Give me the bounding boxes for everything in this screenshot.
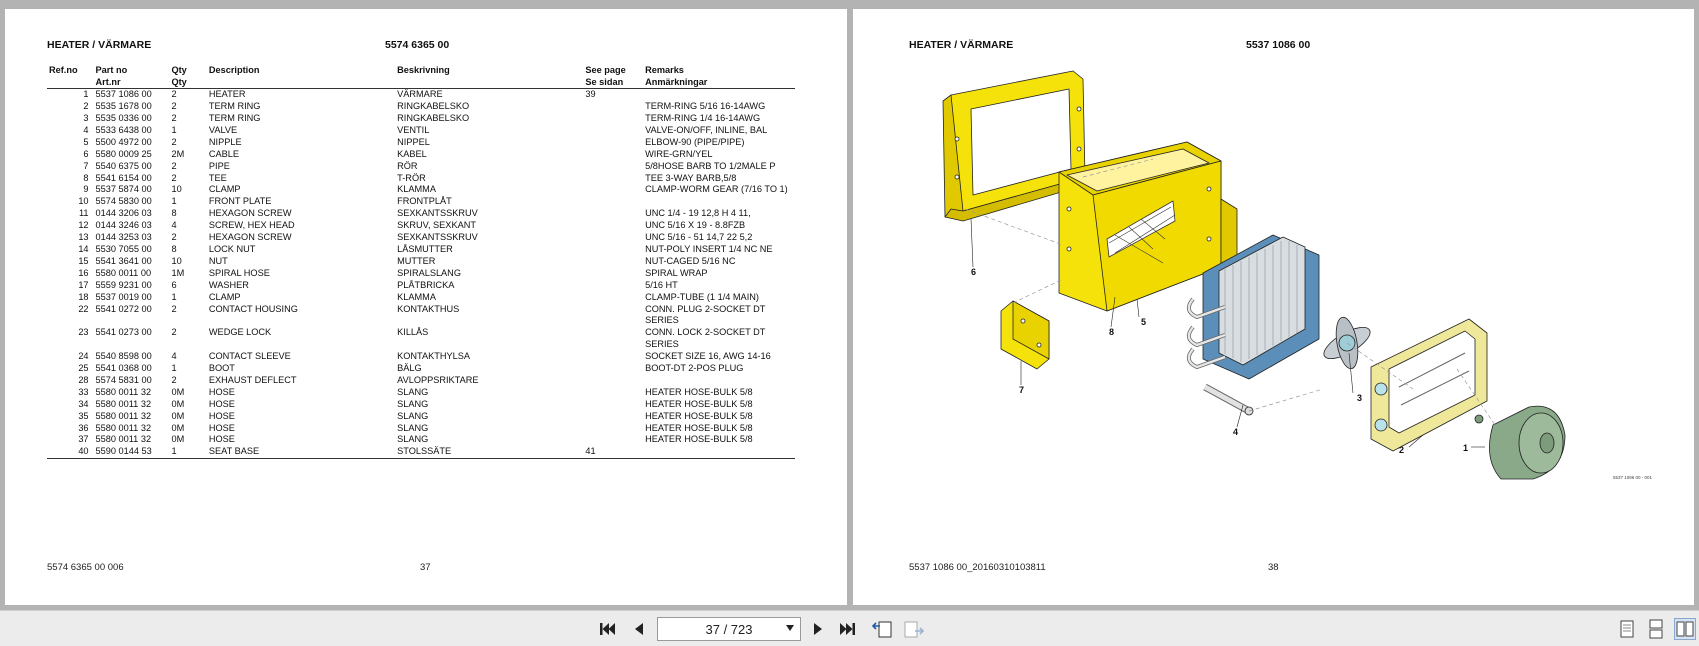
cell-ref-no: 23	[78, 327, 89, 338]
right-footer-code: 5537 1086 00_20160310103811	[909, 562, 1046, 573]
cell-see-page	[583, 161, 643, 173]
cell-remarks: UNC 5/16 X 19 - 8.8FZB	[645, 220, 746, 231]
cell-part-no: 5537 0019 00	[95, 291, 152, 302]
cell-remarks: TERM-RING 5/16 16-14AWG	[645, 101, 766, 112]
cell-qty: 1	[169, 446, 206, 458]
cell-qty: 0M	[171, 398, 185, 409]
cell-qty: 2	[171, 232, 177, 243]
table-row	[47, 113, 795, 125]
cell-beskrivning: BÄLG	[397, 363, 422, 374]
part-motor	[1475, 406, 1565, 479]
cell-remarks	[643, 196, 795, 208]
table-row	[47, 208, 795, 220]
cell-description: VALVE	[208, 124, 238, 135]
cell-ref-no: 13	[78, 232, 89, 243]
cell-ref-no: 25	[78, 363, 89, 374]
cell-description: FRONT PLATE	[208, 196, 272, 207]
cell-part-no: 5541 0368 00	[95, 363, 152, 374]
cell-beskrivning: T-RÖR	[397, 172, 426, 183]
cell-remarks: SOCKET SIZE 16, AWG 14-16	[645, 351, 771, 362]
previous-page-icon[interactable]	[627, 618, 649, 640]
cell-qty: 2	[171, 89, 177, 100]
cell-ref-no: 35	[78, 410, 89, 421]
table-row	[47, 327, 795, 351]
cell-part-no: 5537 5874 00	[95, 184, 152, 195]
cell-beskrivning: MUTTER	[397, 255, 436, 266]
cell-remarks: WIRE-GRN/YEL	[645, 148, 713, 159]
continuous-view-icon[interactable]	[1645, 618, 1667, 640]
cell-beskrivning: KONTAKTHUS	[397, 303, 460, 314]
cell-part-no: 5530 7055 00	[95, 243, 152, 254]
table-row	[47, 446, 795, 458]
cell-part-no: 0144 3206 03	[95, 208, 152, 219]
callout-4: 4	[1233, 427, 1239, 437]
cell-see-page	[583, 256, 643, 268]
cell-remarks: TEE 3-WAY BARB,5/8	[645, 172, 737, 183]
cell-ref-no: 9	[83, 184, 89, 195]
chevron-down-icon[interactable]	[786, 625, 794, 631]
cell-qty: 0M	[171, 386, 185, 397]
cell-remarks: VALVE-ON/OFF, INLINE, BAL	[645, 124, 768, 135]
cell-part-no: 5574 5831 00	[95, 374, 152, 385]
cell-see-page	[583, 399, 643, 411]
cell-ref-no: 14	[78, 243, 89, 254]
cell-see-page	[583, 327, 643, 351]
cell-beskrivning: RINGKABELSKO	[397, 101, 470, 112]
cell-see-page	[583, 113, 643, 125]
cell-qty: 2	[171, 113, 177, 123]
cell-part-no: 5533 6438 00	[95, 124, 152, 135]
cell-ref-no: 6	[83, 148, 89, 159]
parts-table	[47, 65, 795, 459]
col-beskrivning: Beskrivning	[395, 65, 583, 89]
callout-6: 6	[971, 267, 977, 277]
cell-remarks: HEATER HOSE-BULK 5/8	[645, 386, 753, 397]
cell-part-no: 5541 0272 00	[95, 303, 152, 314]
table-row	[47, 351, 795, 363]
cell-ref-no: 33	[78, 386, 89, 397]
cell-remarks: BOOT-DT 2-POS PLUG	[645, 363, 744, 374]
cell-ref-no: 37	[78, 434, 89, 445]
cell-see-page: 41	[583, 446, 643, 458]
last-page-icon[interactable]	[837, 618, 859, 640]
part-valve	[1205, 387, 1253, 415]
cell-part-no: 5580 0011 32	[95, 422, 152, 433]
cell-see-page	[583, 220, 643, 232]
cell-qty: 4	[171, 351, 177, 362]
cell-ref-no: 5	[83, 136, 89, 147]
cell-beskrivning: FRONTPLÅT	[397, 196, 452, 207]
cell-see-page	[583, 292, 643, 304]
cell-description: SPIRAL HOSE	[208, 267, 270, 278]
cell-ref-no: 2	[83, 101, 89, 112]
cell-remarks: NUT-CAGED 5/16 NC	[645, 255, 736, 266]
cell-qty: 2	[171, 327, 177, 338]
cell-beskrivning: STOLSSÄTE	[395, 446, 583, 458]
cell-ref-no: 16	[78, 267, 89, 278]
cell-ref-no: 34	[78, 398, 89, 409]
cell-ref-no: 28	[78, 374, 89, 385]
parts-table-header	[47, 65, 795, 89]
table-row	[47, 137, 795, 149]
col-see-page: See page Se sidan	[583, 65, 643, 89]
cell-see-page	[583, 434, 643, 446]
cell-description: HEXAGON SCREW	[208, 208, 292, 219]
cell-description: HEATER	[208, 89, 246, 100]
callout-3: 3	[1357, 393, 1363, 403]
cell-description: CLAMP	[208, 291, 241, 302]
cell-remarks: UNC 1/4 - 19 12,8 H 4 11,	[645, 208, 751, 219]
cell-ref-no: 22	[78, 303, 89, 314]
cell-see-page	[583, 387, 643, 399]
col-description: Description	[207, 65, 395, 89]
cell-part-no: 5535 0336 00	[95, 113, 152, 123]
cell-description: HOSE	[208, 410, 235, 421]
part-bracket	[1001, 301, 1049, 369]
cell-see-page	[583, 196, 643, 208]
cell-beskrivning: KILLÅS	[397, 327, 429, 338]
cell-beskrivning: VÄRMARE	[397, 89, 443, 100]
cell-remarks: CONN. PLUG 2-SOCKET DT SERIES	[645, 303, 766, 326]
left-footer-page: 37	[420, 562, 431, 573]
cell-remarks: CLAMP-TUBE (1 1/4 MAIN)	[645, 291, 759, 302]
cell-description: SEAT BASE	[207, 446, 395, 458]
callout-1: 1	[1463, 443, 1469, 453]
cell-ref-no: 8	[83, 172, 89, 183]
cell-description: HOSE	[208, 398, 235, 409]
table-row	[47, 280, 795, 292]
cell-remarks: SPIRAL WRAP	[645, 267, 708, 278]
cell-qty: 1	[171, 196, 177, 207]
callout-7: 7	[1019, 385, 1025, 395]
cell-see-page	[583, 173, 643, 185]
cell-part-no: 5540 8598 00	[95, 351, 152, 362]
cell-description: WASHER	[208, 279, 249, 290]
table-row	[47, 411, 795, 423]
cell-description: LOCK NUT	[208, 243, 256, 254]
cell-part-no: 5541 0273 00	[95, 327, 152, 338]
cell-qty: 2	[171, 160, 177, 171]
cell-qty: 1	[171, 124, 177, 135]
cell-see-page	[583, 232, 643, 244]
cell-part-no: 0144 3253 03	[95, 232, 152, 243]
diagram-reference-tag: 5537 1086 00 - 001	[1613, 475, 1653, 480]
table-row	[47, 399, 795, 411]
callout-2: 2	[1399, 445, 1405, 455]
cell-description: SCREW, HEX HEAD	[208, 220, 295, 231]
cell-qty: 10	[171, 184, 182, 195]
cell-see-page	[583, 208, 643, 220]
table-row	[47, 220, 795, 232]
cell-remarks: HEATER HOSE-BULK 5/8	[645, 422, 753, 433]
viewer-toolbar	[0, 610, 1699, 646]
cell-description: CABLE	[208, 148, 240, 159]
cell-description: BOOT	[208, 363, 235, 374]
cell-ref-no: 40	[47, 446, 94, 458]
table-row	[47, 149, 795, 161]
cell-ref-no: 36	[78, 422, 89, 433]
cell-remarks: UNC 5/16 - 51 14,7 22 5,2	[645, 232, 753, 243]
cell-ref-no: 7	[83, 160, 89, 171]
table-row	[47, 244, 795, 256]
next-page-icon[interactable]	[807, 618, 829, 640]
callout-8: 8	[1109, 327, 1115, 337]
cell-remarks: HEATER HOSE-BULK 5/8	[645, 434, 753, 445]
cell-beskrivning: SLANG	[397, 398, 429, 409]
cell-remarks	[643, 375, 795, 387]
col-remarks: Remarks Anmärkningar	[643, 65, 795, 89]
table-row	[47, 89, 795, 101]
cell-qty: 4	[171, 220, 177, 231]
cell-beskrivning: NIPPEL	[397, 136, 430, 147]
cell-description: NUT	[208, 255, 228, 266]
cell-beskrivning: SLANG	[397, 410, 429, 421]
cell-part-no: 5535 1678 00	[95, 101, 152, 112]
cell-qty: 1	[171, 363, 177, 374]
right-page	[853, 9, 1694, 605]
cell-beskrivning: LÅSMUTTER	[397, 243, 453, 254]
cell-description: TEE	[208, 172, 227, 183]
cell-remarks: CLAMP-WORM GEAR (7/16 TO 1)	[645, 184, 788, 195]
table-row	[47, 256, 795, 268]
cell-qty: 0M	[171, 434, 185, 445]
single-page-view-icon[interactable]	[1616, 618, 1638, 640]
cell-see-page	[583, 125, 643, 137]
cell-part-no: 5580 0011 00	[95, 267, 152, 278]
cell-qty: 0M	[171, 422, 185, 433]
cell-beskrivning: SLANG	[397, 386, 429, 397]
cell-qty: 6	[171, 279, 177, 290]
cell-remarks: CONN. LOCK 2-SOCKET DT SERIES	[645, 327, 766, 350]
part-front-plate	[1371, 319, 1487, 451]
cell-beskrivning: RÖR	[397, 160, 418, 171]
cell-beskrivning: RINGKABELSKO	[397, 113, 470, 123]
right-page-title: HEATER / VÄRMARE	[909, 39, 1014, 51]
next-view-icon[interactable]	[903, 618, 925, 640]
cell-part-no: 5541 3641 00	[95, 255, 152, 266]
table-row	[47, 161, 795, 173]
table-row	[47, 268, 795, 280]
two-page-view-icon[interactable]	[1674, 618, 1696, 640]
page-indicator: 37 / 723	[705, 621, 753, 637]
cell-description: HOSE	[208, 386, 235, 397]
cell-ref-no: 17	[78, 279, 89, 290]
cell-part-no: 5500 4972 00	[95, 136, 152, 147]
cell-see-page	[583, 375, 643, 387]
table-row	[47, 434, 795, 446]
table-row	[47, 101, 795, 113]
cell-remarks: 5/16 HT	[645, 279, 678, 290]
cell-ref-no: 4	[83, 124, 89, 135]
cell-ref-no: 24	[78, 351, 89, 362]
cell-remarks: TERM-RING 1/4 16-14AWG	[645, 113, 761, 123]
cell-remarks: ELBOW-90 (PIPE/PIPE)	[645, 136, 745, 147]
table-row	[47, 387, 795, 399]
table-row	[47, 363, 795, 375]
cell-see-page	[583, 304, 643, 328]
cell-description: TERM RING	[208, 113, 261, 123]
cell-qty: 10	[171, 255, 182, 266]
table-row	[47, 304, 795, 328]
cell-part-no: 5590 0144 53	[94, 446, 170, 458]
cell-beskrivning: KLAMMA	[397, 184, 436, 195]
cell-see-page	[583, 363, 643, 375]
left-footer-code: 5574 6365 00 006	[47, 562, 124, 573]
cell-ref-no: 10	[78, 196, 89, 207]
col-part: Part no Art.nr	[94, 65, 170, 89]
cell-part-no: 5580 0009 25	[95, 148, 152, 159]
table-row	[47, 375, 795, 387]
left-page-number: 5574 6365 00	[385, 39, 450, 51]
cell-beskrivning: SPIRALSLANG	[397, 267, 461, 278]
cell-description: TERM RING	[208, 101, 261, 112]
cell-description: PIPE	[208, 160, 230, 171]
page-number-select[interactable]	[657, 617, 801, 641]
cell-remarks: 5/8HOSE BARB TO 1/2MALE P	[645, 160, 776, 171]
cell-part-no: 5559 9231 00	[95, 279, 152, 290]
cell-part-no: 5537 1086 00	[95, 89, 152, 100]
cell-qty: 2M	[171, 148, 185, 159]
cell-remarks	[643, 89, 795, 101]
cell-remarks: HEATER HOSE-BULK 5/8	[645, 398, 753, 409]
col-qty: Qty Qty	[169, 65, 206, 89]
cell-description: WEDGE LOCK	[208, 327, 272, 338]
cell-part-no: 5580 0011 32	[95, 386, 152, 397]
cell-see-page	[583, 351, 643, 363]
cell-description: HOSE	[208, 434, 235, 445]
cell-remarks: HEATER HOSE-BULK 5/8	[645, 410, 753, 421]
cell-qty: 1	[171, 291, 177, 302]
cell-beskrivning: SEXKANTSSKRUV	[397, 208, 478, 219]
cell-see-page	[583, 280, 643, 292]
cell-beskrivning: KABEL	[397, 148, 427, 159]
cell-part-no: 5540 6375 00	[95, 160, 152, 171]
exploded-view-diagram	[853, 49, 1694, 529]
cell-qty: 2	[171, 374, 177, 385]
cell-see-page	[583, 149, 643, 161]
cell-description: CONTACT HOUSING	[208, 303, 298, 314]
cell-qty: 1M	[171, 267, 185, 278]
cell-qty: 2	[171, 172, 177, 183]
cell-description: CLAMP	[208, 184, 241, 195]
table-row	[47, 423, 795, 435]
left-page-title: HEATER / VÄRMARE	[47, 39, 152, 51]
cell-qty: 2	[171, 136, 177, 147]
cell-description: CONTACT SLEEVE	[208, 351, 291, 362]
cell-qty: 2	[171, 303, 177, 314]
cell-see-page	[583, 137, 643, 149]
cell-beskrivning: AVLOPPSRIKTARE	[397, 374, 479, 385]
cell-see-page	[583, 411, 643, 423]
table-row	[47, 173, 795, 185]
cell-see-page	[583, 184, 643, 196]
cell-qty: 8	[171, 208, 177, 219]
cell-qty: 2	[171, 101, 177, 112]
cell-description: EXHAUST DEFLECT	[208, 374, 297, 385]
parts-table-body	[47, 89, 795, 459]
cell-beskrivning: PLÅTBRICKA	[397, 279, 455, 290]
right-page-number: 5537 1086 00	[1246, 39, 1311, 51]
table-row	[47, 196, 795, 208]
cell-part-no: 5574 5830 00	[95, 196, 152, 207]
cell-beskrivning: SEXKANTSSKRUV	[397, 232, 478, 243]
cell-beskrivning: KONTAKTHYLSA	[397, 351, 470, 362]
cell-see-page: 39	[585, 89, 596, 100]
cell-part-no: 5580 0011 32	[95, 410, 152, 421]
table-row	[47, 184, 795, 196]
right-footer-page: 38	[1268, 562, 1279, 573]
cell-beskrivning: SLANG	[397, 434, 429, 445]
cell-see-page	[583, 423, 643, 435]
first-page-icon[interactable]	[596, 618, 618, 640]
callout-5: 5	[1141, 317, 1147, 327]
previous-view-icon[interactable]	[871, 618, 893, 640]
cell-see-page	[583, 268, 643, 280]
cell-see-page	[583, 101, 643, 113]
cell-part-no: 5580 0011 32	[95, 434, 152, 445]
cell-ref-no: 12	[78, 220, 89, 231]
cell-see-page	[583, 244, 643, 256]
left-page	[5, 9, 847, 605]
cell-part-no: 5580 0011 32	[95, 398, 152, 409]
cell-description: HEXAGON SCREW	[208, 232, 292, 243]
cell-ref-no: 18	[78, 291, 89, 302]
cell-qty: 8	[171, 243, 177, 254]
cell-beskrivning: VENTIL	[397, 124, 430, 135]
cell-qty: 0M	[171, 410, 185, 421]
cell-ref-no: 15	[78, 255, 89, 266]
cell-beskrivning: SKRUV, SEXKANT	[397, 220, 476, 231]
cell-beskrivning: SLANG	[397, 422, 429, 433]
cell-ref-no: 3	[83, 113, 89, 123]
cell-remarks	[643, 446, 795, 458]
col-ref: Ref.no	[47, 65, 94, 89]
cell-ref-no: 1	[83, 89, 89, 100]
table-row	[47, 292, 795, 304]
cell-beskrivning: KLAMMA	[397, 291, 436, 302]
cell-part-no: 0144 3246 03	[95, 220, 152, 231]
table-row	[47, 232, 795, 244]
cell-remarks: NUT-POLY INSERT 1/4 NC NE	[645, 243, 773, 254]
cell-part-no: 5541 6154 00	[95, 172, 152, 183]
cell-description: NIPPLE	[208, 136, 242, 147]
cell-description: HOSE	[208, 422, 235, 433]
table-row	[47, 125, 795, 137]
cell-ref-no: 11	[79, 208, 89, 219]
